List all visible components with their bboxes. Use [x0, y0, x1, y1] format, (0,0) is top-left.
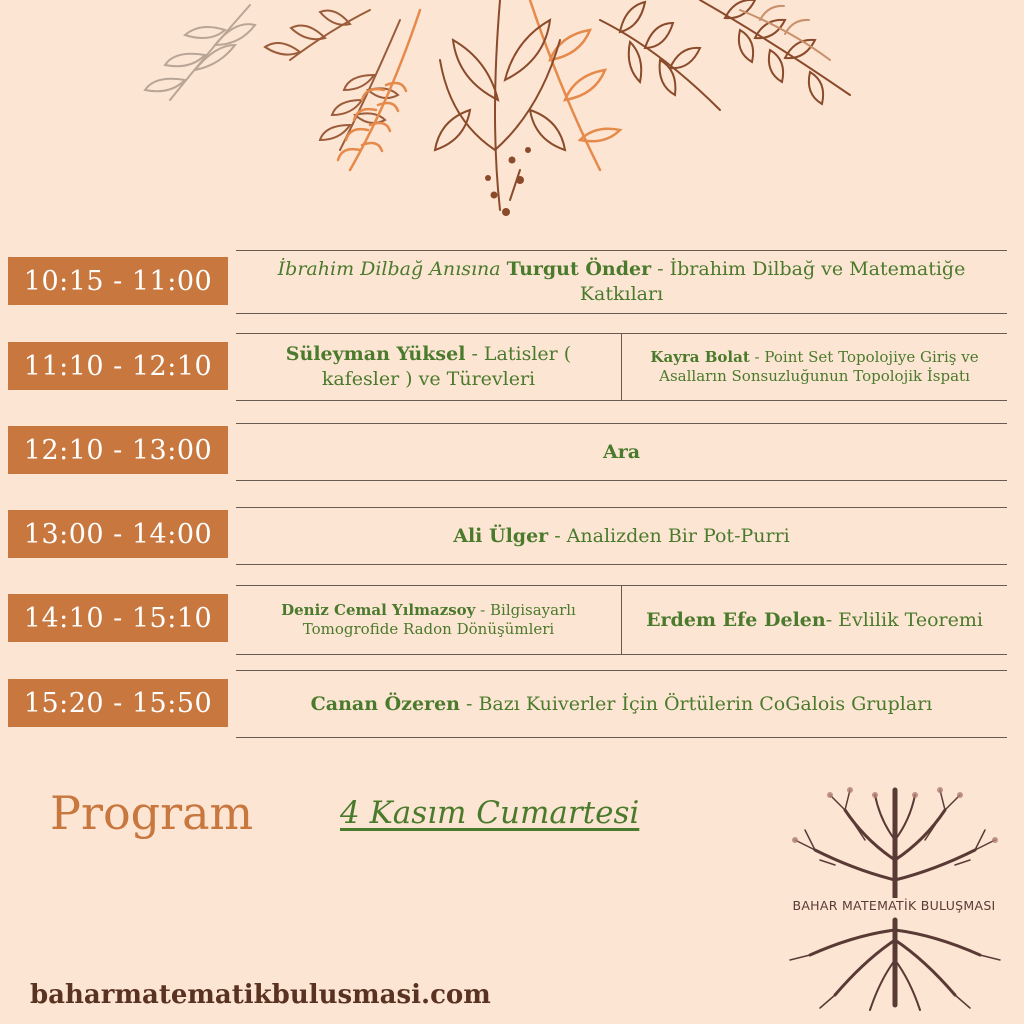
session-cell — [621, 334, 1007, 400]
event-date: 4 Kasım Cumartesi — [340, 795, 640, 831]
session-cell — [236, 251, 1007, 313]
session-box — [236, 585, 1007, 655]
speaker-name: Ara — [602, 440, 641, 463]
talk-title: - Bazı Kuiverler İçin Örtülerin CoGalois Grupları — [459, 692, 933, 715]
time-slot: 12:10 - 13:00 — [8, 426, 228, 474]
session-cell — [236, 424, 1007, 480]
session-box — [236, 423, 1007, 481]
session-cell — [236, 671, 1007, 737]
talk-title: - Point Set Topolojiye Giriş ve Asalların Sonsuzluğunun Topolojik İspatı — [659, 348, 979, 385]
time-slot: 11:10 - 12:10 — [8, 342, 228, 390]
time-slot: 15:20 - 15:50 — [8, 679, 228, 727]
session-cell — [236, 508, 1007, 564]
speaker-name: Canan Özeren — [310, 692, 460, 715]
time-slot: 14:10 - 15:10 — [8, 594, 228, 642]
session-box — [236, 250, 1007, 314]
session-box — [236, 333, 1007, 401]
logo-text: BAHAR MATEMATİK BULUŞMASI — [776, 898, 1012, 913]
speaker-name: Süleyman Yüksel — [285, 343, 466, 366]
talk-title: - Latisler ( kafesler ) ve Türevleri — [321, 343, 572, 390]
session-cell — [236, 586, 621, 654]
time-slot: 10:15 - 11:00 — [8, 257, 228, 305]
program-title: Program — [50, 786, 254, 840]
talk-title: - Bilgisayarlı Tomogrofide Radon Dönüşümleri — [302, 601, 576, 638]
website-link[interactable]: baharmatematikbulusmasi.com — [30, 980, 491, 1010]
speaker-name: Erdem Efe Delen — [646, 608, 826, 631]
speaker-name: Turgut Önder — [506, 258, 652, 281]
speaker-name: Ali Ülger — [453, 524, 549, 547]
talk-title: - İbrahim Dilbağ ve Matematiğe Katkıları — [579, 258, 966, 305]
session-box — [236, 507, 1007, 565]
session-cell — [621, 586, 1007, 654]
talk-title: - Evlilik Teoremi — [825, 608, 983, 631]
talk-title: - Analizden Bir Pot-Purri — [548, 524, 790, 547]
speaker-name: Kayra Bolat — [650, 348, 750, 367]
memorial-note: İbrahim Dilbağ Anısına — [277, 258, 507, 281]
speaker-name: Deniz Cemal Yılmazsoy — [281, 601, 476, 620]
time-slot: 13:00 - 14:00 — [8, 510, 228, 558]
leaf-decoration — [0, 0, 1024, 240]
session-box — [236, 670, 1007, 738]
session-cell — [236, 334, 621, 400]
